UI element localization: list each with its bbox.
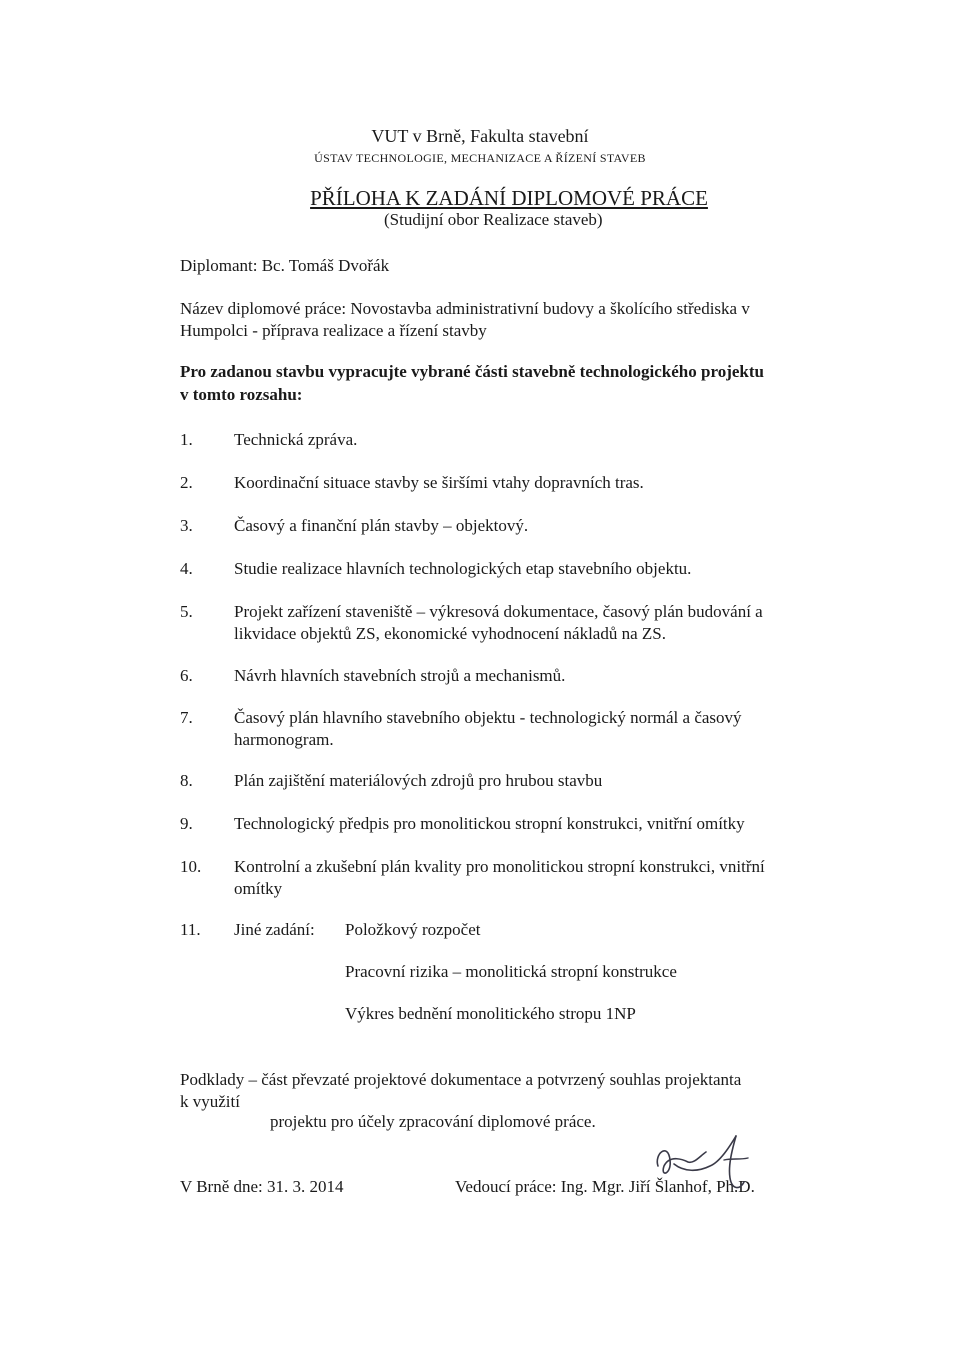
item-text: Kontrolní a zkušební plán kvality pro monolitickou stropní konstrukci, vnitřní [234,857,765,876]
basis-line-1: Podklady – část převzaté projektové dokumentace a potvrzený souhlas projektanta [180,1070,742,1089]
item-number: 1. [180,430,193,449]
item-number: 9. [180,814,193,833]
item-text: Časový plán hlavního stavebního objektu - technologický normál a časový [234,708,742,727]
item-text: Plán zajištění materiálových zdrojů pro hrubou stavbu [234,771,603,790]
item-text-continuation: omítky [234,879,283,898]
item-text: Studie realizace hlavních technologických etap stavebního objektu. [234,559,692,578]
supervisor: Vedoucí práce: Ing. Mgr. Jiří Šlanhof, Ph.D. [455,1177,755,1196]
other-assignment-entry: Pracovní rizika – monolitická stropní konstrukce [345,962,677,981]
student-name: Diplomant: Bc. Tomáš Dvořák [180,256,390,275]
place-and-date: V Brně dne: 31. 3. 2014 [180,1177,344,1196]
thesis-title-line-1: Název diplomové práce: Novostavba administrativní budovy a školícího střediska v [180,299,750,318]
signature [640,1120,780,1205]
item-text: Technická zpráva. [234,430,358,449]
basis-line-3: projektu pro účely zpracování diplomové práce. [270,1112,596,1131]
university-heading: VUT v Brně, Fakulta stavební [371,126,589,146]
item-text-continuation: harmonogram. [234,730,334,749]
document-title: PŘÍLOHA K ZADÁNÍ DIPLOMOVÉ PRÁCE [310,186,708,210]
item-number: 8. [180,771,193,790]
item-number: 4. [180,559,193,578]
study-field: (Studijní obor Realizace staveb) [384,210,603,229]
other-assignment-entry: Položkový rozpočet [345,920,481,939]
basis-line-2: k využití [180,1092,240,1111]
thesis-title-line-2: Humpolci - příprava realizace a řízení stavby [180,321,487,340]
institute-heading: ÚSTAV TECHNOLOGIE, MECHANIZACE A ŘÍZENÍ STAVEB [314,151,646,165]
instruction-line-2: v tomto rozsahu: [180,385,303,404]
instruction-line-1: Pro zadanou stavbu vypracujte vybrané části stavebně technologického projektu [180,362,764,381]
item-number: 2. [180,473,193,492]
item-text: Návrh hlavních stavebních strojů a mechanismů. [234,666,566,685]
item-text: Projekt zařízení staveniště – výkresová dokumentace, časový plán budování a [234,602,763,621]
item-number: 11. [180,920,201,939]
item-number: 5. [180,602,193,621]
item-text: Technologický předpis pro monolitickou stropní konstrukci, vnitřní omítky [234,814,745,833]
item-number: 6. [180,666,193,685]
item-number: 3. [180,516,193,535]
item-number: 10. [180,857,202,876]
other-assignment-entry: Výkres bednění monolitického stropu 1NP [345,1004,636,1023]
other-assignment-label: Jiné zadání: [234,920,315,939]
item-number: 7. [180,708,193,727]
item-text-continuation: likvidace objektů ZS, ekonomické vyhodnocení nákladů na ZS. [234,624,666,643]
item-text: Časový a finanční plán stavby – objektový. [234,516,529,535]
item-text: Koordinační situace stavby se širšími vtahy dopravních tras. [234,473,644,492]
